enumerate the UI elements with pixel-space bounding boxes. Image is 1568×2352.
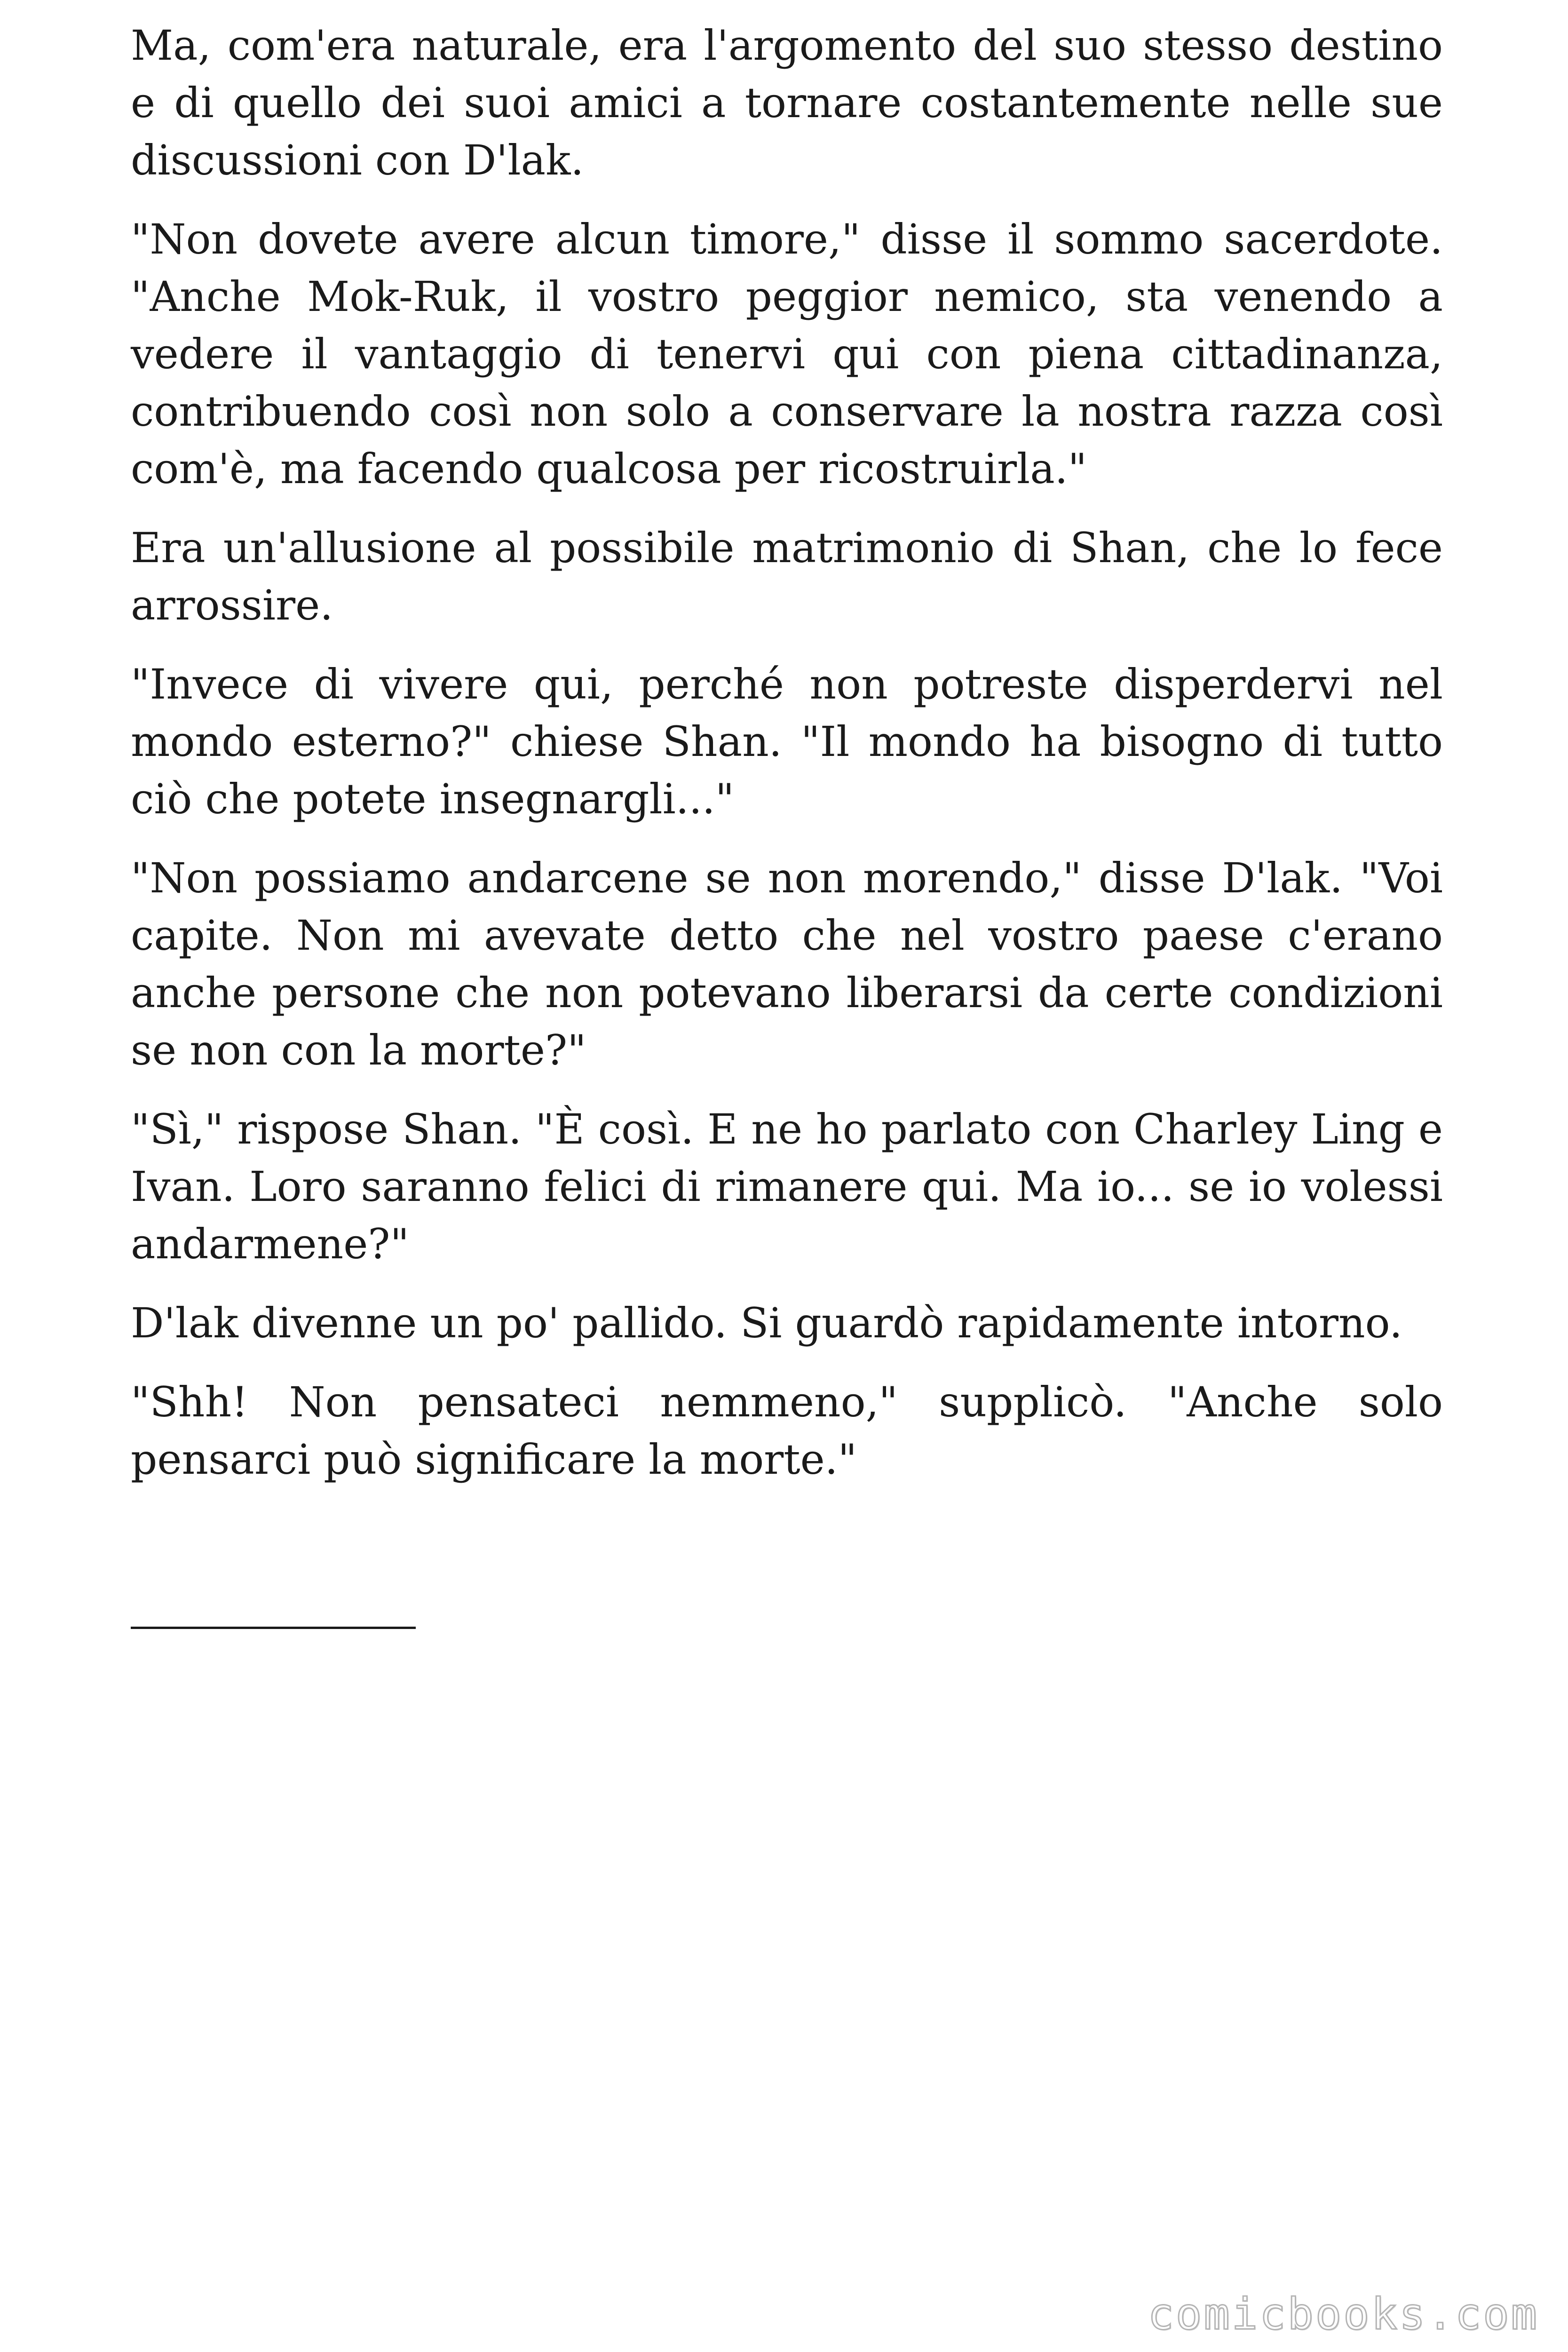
paragraph-8: "Shh! Non pensateci nemmeno," supplicò. "Anche solo pensarci può significare la morte." (131, 1378, 1443, 1484)
body-text (131, 17, 1443, 1510)
paragraph-3: Era un'allusione al possibile matrimonio di Shan, che lo fece arrossire. (131, 524, 1443, 629)
footnote-separator (131, 1627, 416, 1629)
paragraph-4: "Invece di vivere qui, perché non potreste disperdervi nel mondo esterno?" chiese Shan. "Il mondo ha bisogno di tutto ciò che potete insegnargli..." (131, 660, 1443, 823)
paragraph-2: "Non dovete avere alcun timore," disse il sommo sacerdote. "Anche Mok-Ruk, il vostro peggior nemico, sta venendo a vedere il vantaggio di tenervi qui con piena cittadinanza, contribuendo così non solo a conservare la nostra razza così com'è, ma facendo qualcosa per ricostruirla." (131, 215, 1443, 493)
paragraph-7: D'lak divenne un po' pallido. Si guardò rapidamente intorno. (131, 1299, 1403, 1347)
paragraph-6: "Sì," rispose Shan. "È così. E ne ho parlato con Charley Ling e Ivan. Loro saranno felici di rimanere qui. Ma io... se io volessi andarmene?" (131, 1105, 1443, 1268)
paragraph-1: Ma, com'era naturale, era l'argomento del suo stesso destino e di quello dei suoi amici a tornare costantemente nelle sue discussioni con D'lak. (131, 21, 1443, 184)
watermark-logo: comicbooks.com (1148, 2289, 1539, 2339)
paragraph-5: "Non possiamo andarcene se non morendo," disse D'lak. "Voi capite. Non mi avevate detto che nel vostro paese c'erano anche persone che non potevano liberarsi da certe condizioni se non con la morte?" (131, 854, 1443, 1074)
